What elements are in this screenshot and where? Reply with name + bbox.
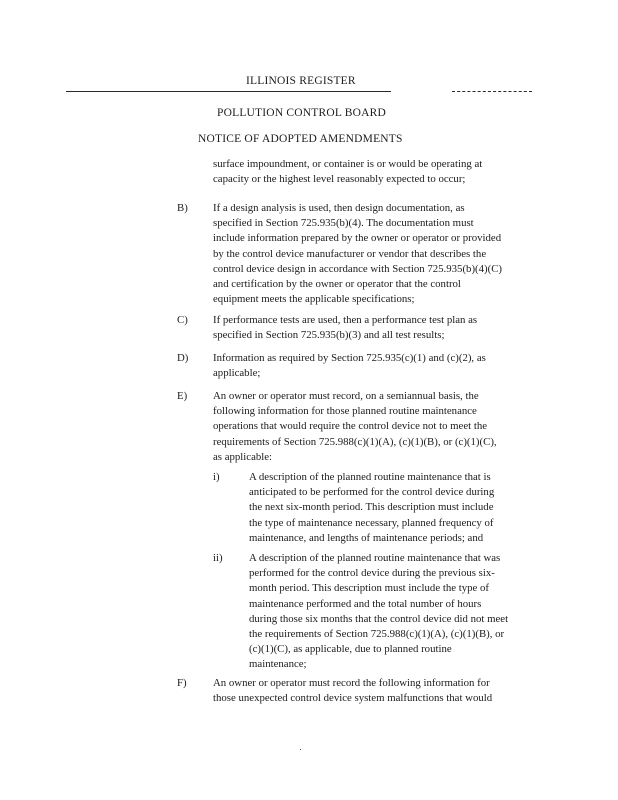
subitem-label-ii: ii) [213,552,223,564]
text-line: the next six-month period. This description must include [249,501,494,514]
intro-paragraph [213,157,553,187]
text-line: operations that would require the control device not to meet the [213,420,488,433]
item-e-text [213,389,563,465]
text-line: A description of the planned routine maintenance that was [249,552,501,564]
text-line: and certification by the owner or operator that the control [213,278,461,291]
scan-speck [300,749,301,750]
text-line: (c)(1)(C), as applicable, due to planned routine [249,643,452,656]
text-line: requirements of Section 725.988(c)(1)(A), (c)(1)(B), or (c)(1)(C), [213,435,497,448]
item-label-e: E) [177,390,188,402]
text-line: applicable; [213,367,261,380]
text-line: maintenance; [249,658,307,671]
item-d-text [213,351,563,381]
item-label-f: F) [177,677,187,689]
text-line: If performance tests are used, then a performance test plan as [213,314,478,326]
text-line: capacity or the highest level reasonably expected to occur; [213,173,466,186]
text-line: by the control device manufacturer or vendor that describes the [213,247,487,260]
text-line: specified in Section 725.935(b)(4). The documentation must [213,217,474,230]
text-line: A description of the planned routine maintenance that is [249,471,491,483]
text-line: surface impoundment, or container is or would be operating at [213,158,483,170]
text-line: An owner or operator must record, on a semiannual basis, the [213,390,479,402]
text-line: maintenance, and lengths of maintenance periods; and [249,531,484,544]
item-f-text [213,676,563,706]
text-line: month period. This description must include the type of [249,582,489,595]
text-line: anticipated to be performed for the control device during [249,486,495,499]
item-label-b: B) [177,202,188,214]
text-line: the type of maintenance necessary, planned frequency of [249,516,494,529]
subitem-label-i: i) [213,471,220,483]
text-line: equipment meets the applicable specifications; [213,293,415,306]
text-line: those unexpected control device system malfunctions that would [213,692,493,705]
item-b-text [213,201,563,307]
text-line: control device design in accordance with Section 725.935(b)(4)(C) [213,262,503,275]
item-label-c: C) [177,314,188,326]
text-line: following information for those planned routine maintenance [213,405,477,418]
header-rule [66,91,391,92]
text-line: maintenance performed and the total number of hours [249,597,482,610]
text-line: Information as required by Section 725.935(c)(1) and (c)(2), as [213,352,486,364]
text-line: If a design analysis is used, then design documentation, as [213,202,465,214]
text-line: include information prepared by the owner or operator or provided [213,232,502,245]
text-line: the requirements of Section 725.988(c)(1)(A), (c)(1)(B), or [249,628,505,641]
board-title: POLLUTION CONTROL BOARD [217,107,387,119]
text-line: specified in Section 725.935(b)(3) and all test results; [213,329,445,342]
text-line: as applicable: [213,450,273,463]
notice-title: NOTICE OF ADOPTED AMENDMENTS [198,133,403,145]
item-label-d: D) [177,352,189,364]
register-title: ILLINOIS REGISTER [246,75,356,87]
text-line: during those six months that the control device did not meet [249,612,509,625]
item-c-text [213,313,563,343]
text-line: An owner or operator must record the following information for [213,677,490,689]
subitem-ii-text [249,551,569,673]
subitem-i-text [249,470,569,546]
header-rule-right [452,91,532,92]
text-line: performed for the control device during the previous six- [249,567,495,580]
